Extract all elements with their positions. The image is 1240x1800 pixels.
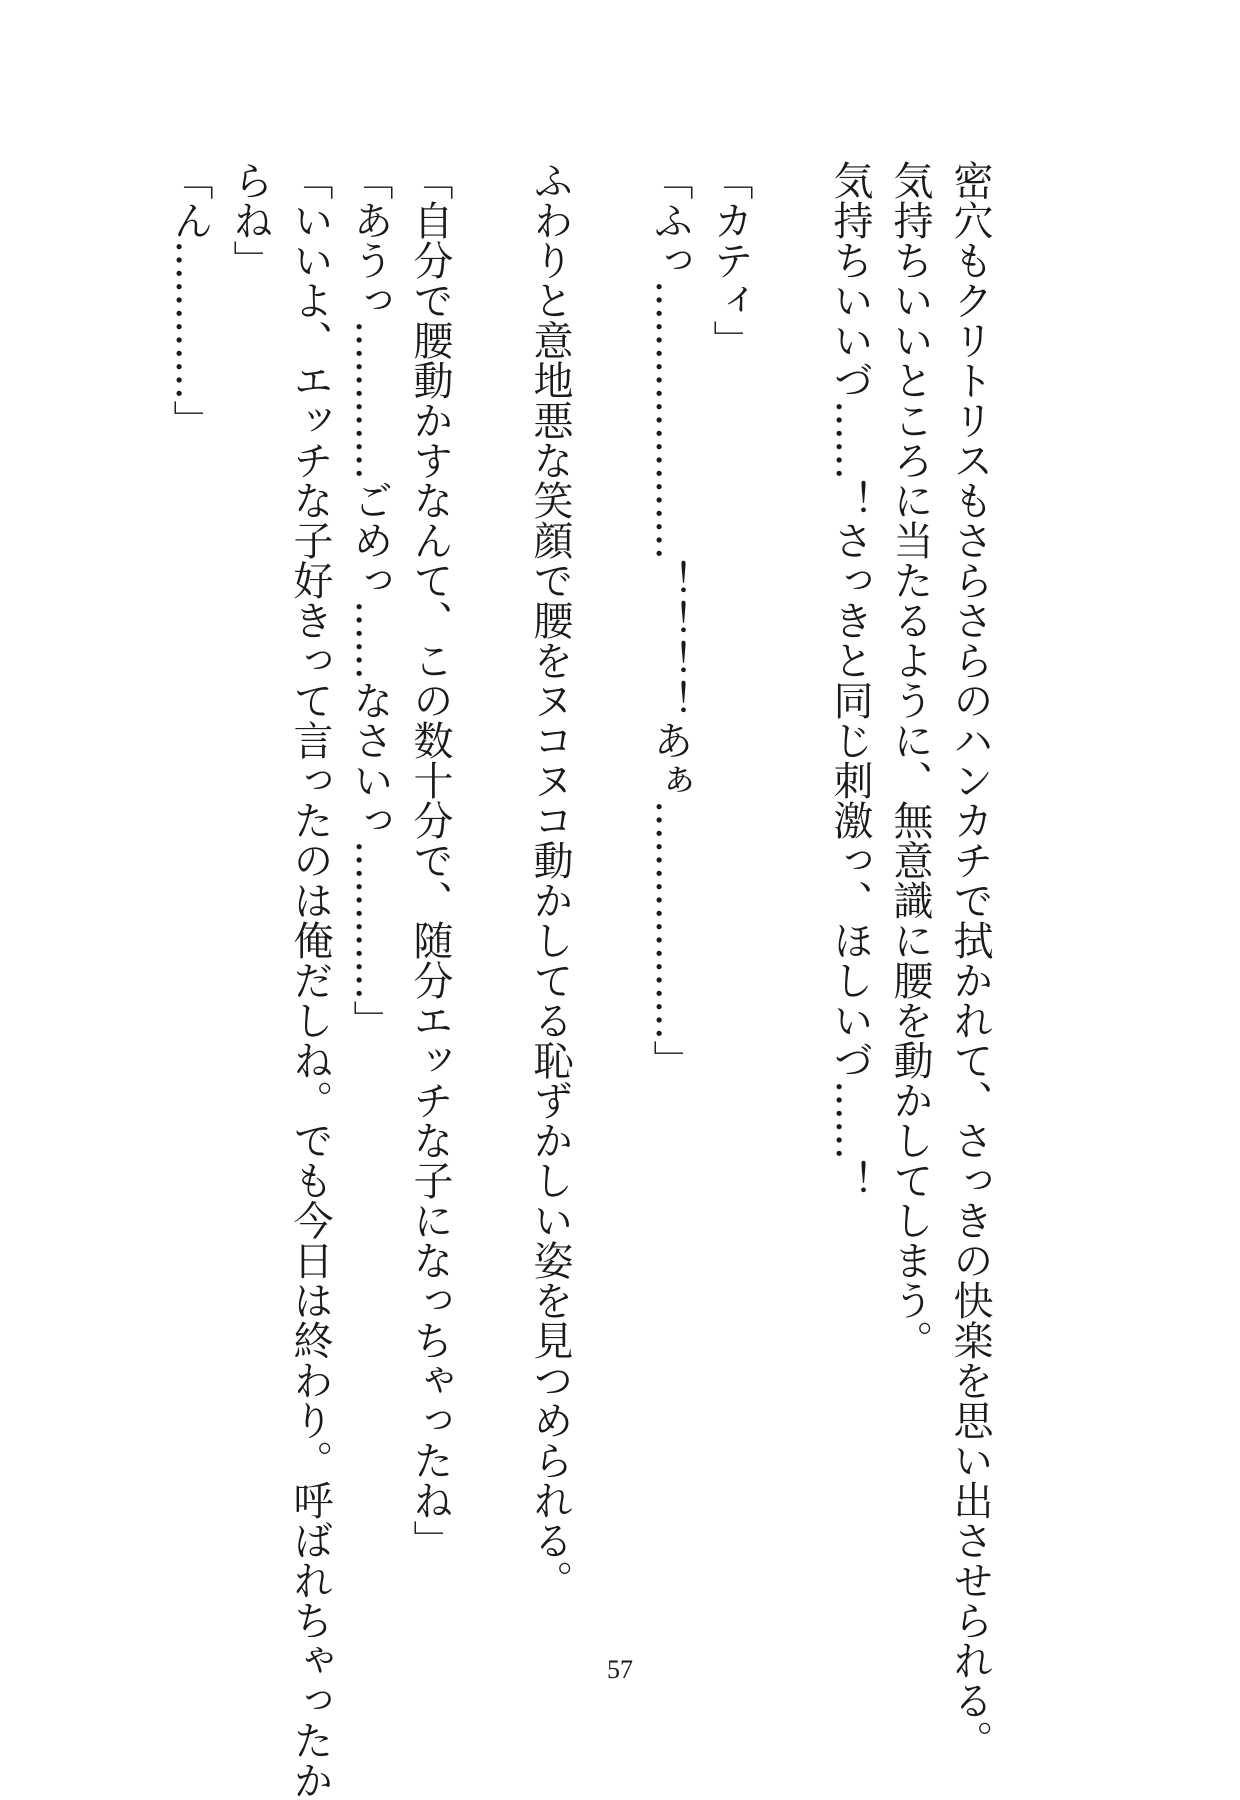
- paragraph-gap: [580, 160, 640, 1580]
- narration-line: 気持ちいいところに当たるように、無意識に腰を動かしてしまう。: [887, 160, 933, 1360]
- dialogue-line: 「カティ」: [707, 160, 753, 360]
- narration-line: ふわりと意地悪な笑顔で腰をヌコヌコ動かしてる恥ずかしい姿を見つめられる。: [527, 160, 573, 1600]
- dialogue-line: 「ん…………」: [167, 160, 213, 440]
- paragraph-gap: [760, 160, 820, 1580]
- paragraph-gap: [460, 160, 520, 1580]
- narration-line: 気持ちいいづ……！さっきと同じ刺激っ、ほしいづ……！: [827, 160, 873, 1200]
- narration-line: 密穴もクリトリスもさらさらのハンカチで拭かれて、さっきの快楽を思い出させられる。: [947, 160, 993, 1760]
- dialogue-line: 「あうっ…………ごめっ……なさいっ…………」: [347, 160, 393, 1040]
- dialogue-line: らね」: [227, 160, 273, 280]
- page-number: 57: [607, 1655, 633, 1684]
- dialogue-line: 「自分で腰動かすなんて、この数十分で、随分エッチな子になっちゃったね」: [407, 160, 453, 1560]
- dialogue-line: 「ふっ…………………！！！！あぁ………………」: [647, 160, 693, 1080]
- dialogue-line: 「いいよ、エッチな子好きって言ったのは俺だしね。でも今日は終わり。呼ばれちゃったか: [287, 160, 333, 1800]
